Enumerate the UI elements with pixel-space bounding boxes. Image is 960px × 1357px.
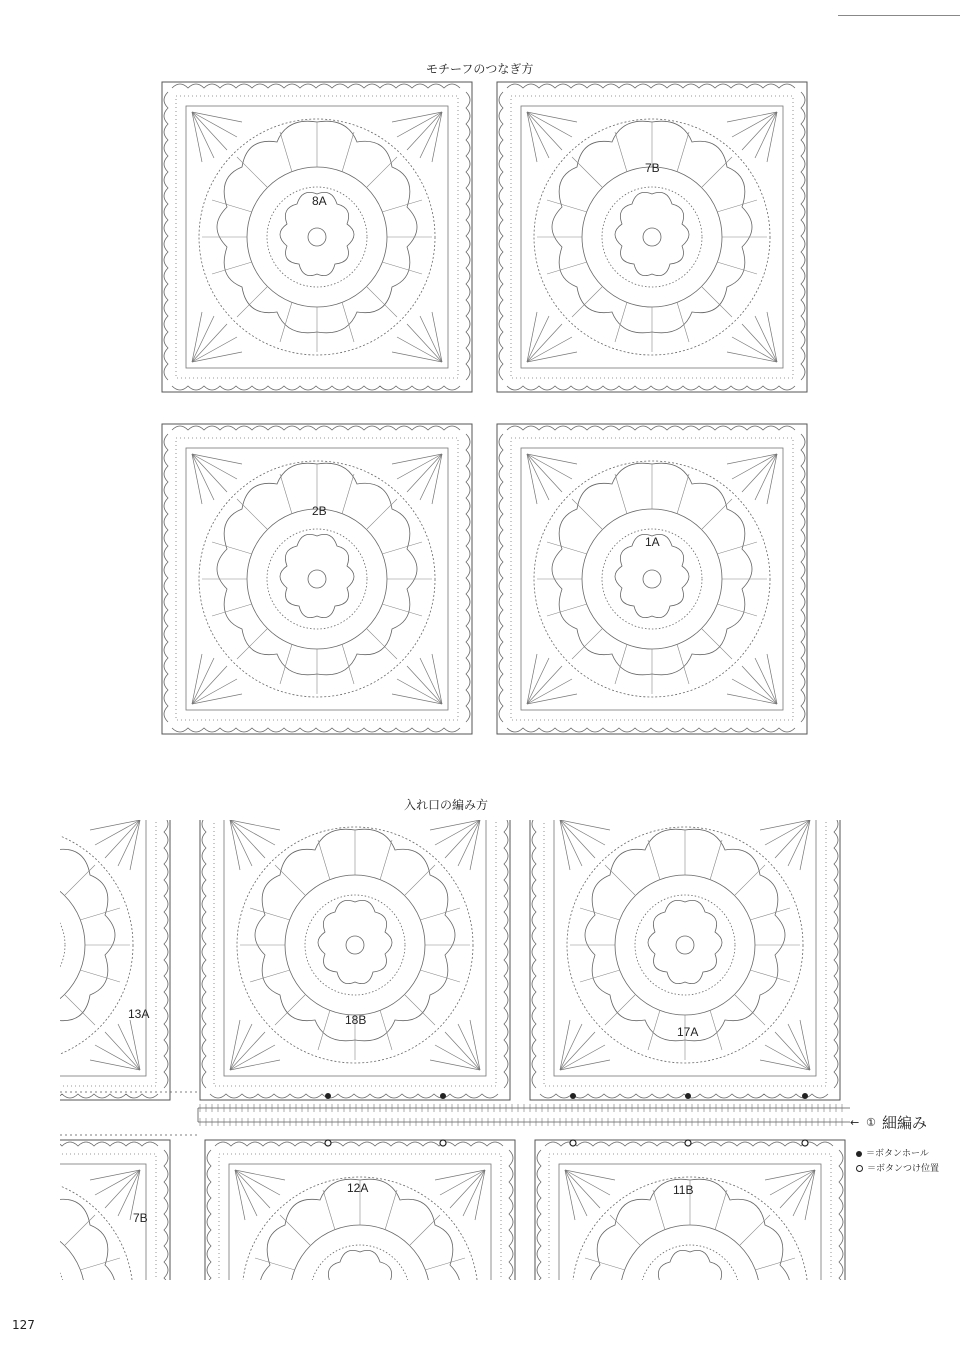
open-circle-icon — [856, 1165, 863, 1172]
legend-button-position-text: ＝ボタンつけ位置 — [867, 1164, 940, 1174]
motif-2B — [162, 424, 472, 734]
motif-label-8A: 8A — [312, 194, 327, 208]
row-label: 細編み — [882, 1114, 928, 1132]
motif-8A — [162, 82, 472, 392]
legend-button-hole — [856, 1146, 929, 1159]
motif-joining-title: モチーフのつなぎ方 — [426, 62, 534, 76]
legend-button-position — [856, 1161, 939, 1174]
row-arrow-icon: ← — [850, 1116, 860, 1129]
legend-button-hole-text: ＝ボタンホール — [866, 1149, 929, 1159]
motif-label-13A: 13A — [128, 1007, 150, 1021]
page-number: 127 — [12, 1318, 35, 1332]
button-holes — [325, 1093, 808, 1099]
motif-label-7B-bottom: 7B — [133, 1211, 148, 1225]
motif-label-7B: 7B — [645, 161, 660, 175]
opening-title: 入れ口の編み方 — [404, 798, 489, 812]
motif-label-18B: 18B — [345, 1013, 367, 1027]
motif-label-12A: 12A — [347, 1181, 369, 1195]
motif-label-17A: 17A — [677, 1025, 699, 1039]
motif-7B — [497, 82, 807, 392]
row-number: ① — [866, 1116, 876, 1129]
single-crochet-band — [60, 1092, 850, 1135]
motif-label-2B: 2B — [312, 504, 327, 518]
motif-1A — [497, 424, 807, 734]
motif-label-1A: 1A — [645, 535, 660, 549]
motif-label-11B: 11B — [673, 1183, 694, 1197]
filled-circle-icon — [856, 1151, 862, 1157]
